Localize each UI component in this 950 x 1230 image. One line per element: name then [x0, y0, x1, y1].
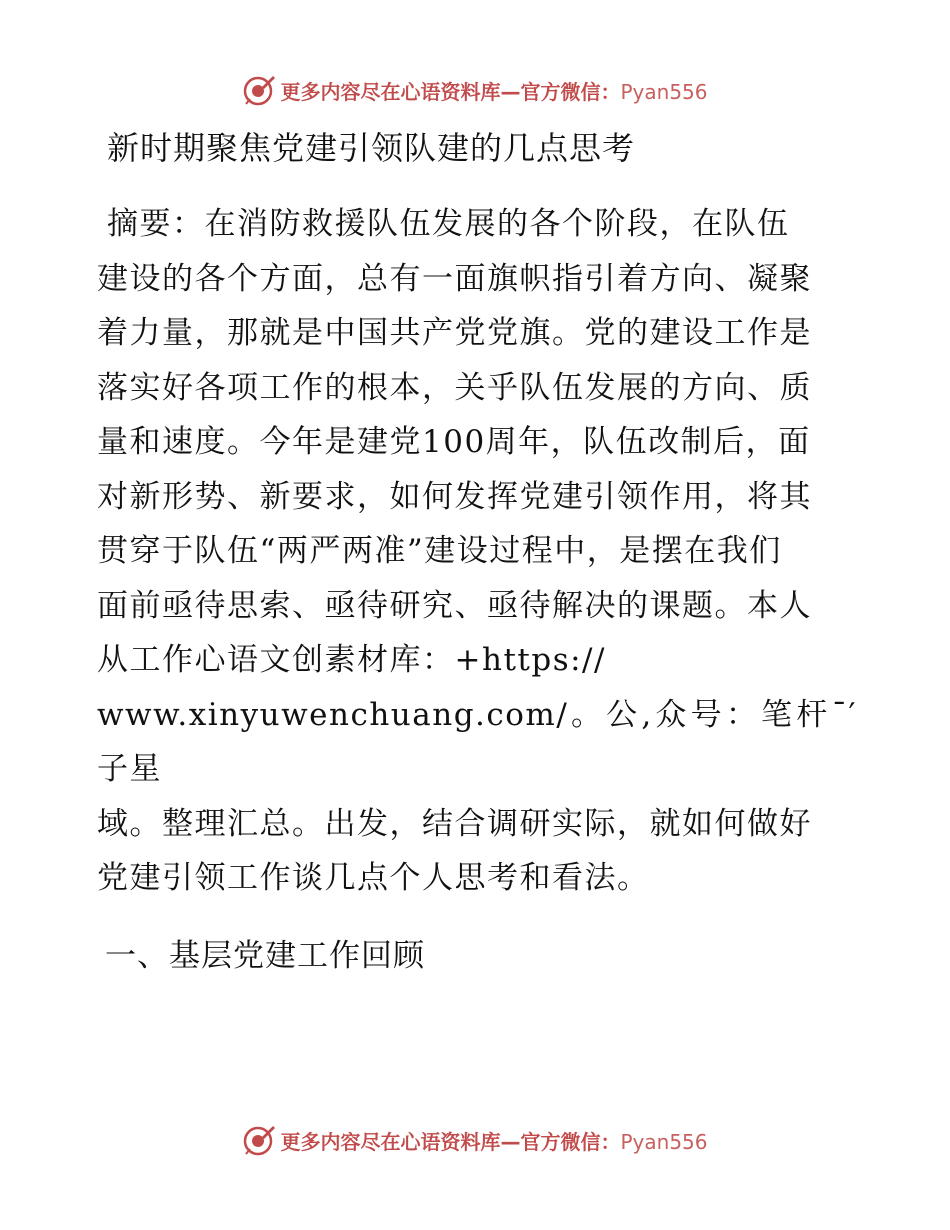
- abstract-line: 建设的各个方面，总有一面旗帜指引着方向、凝聚: [97, 260, 812, 297]
- abstract-line: 落实好各项工作的根本，关乎队伍发展的方向、质: [97, 369, 812, 406]
- quill-seal-icon: [242, 1123, 276, 1157]
- abstract-line: 对新形势、新要求，如何发挥党建引领作用，将其: [97, 478, 812, 515]
- section-heading: 一、基层党建工作回顾: [105, 937, 425, 974]
- abstract-line: 面前亟待思索、亟待研究、亟待解决的课题。本人: [97, 587, 812, 624]
- abstract-line: 贯穿于队伍“两严两准”建设过程中，是摆在我们: [97, 533, 782, 569]
- banner-brand: 更多内容尽在心语资料库—官方微信：: [280, 79, 621, 104]
- abstract-line: 量和速度。今年是建党100周年，队伍改制后，面: [97, 424, 811, 460]
- abstract-line: 着力量，那就是中国共产党党旗。党的建设工作是: [97, 315, 812, 351]
- document-title: 新时期聚焦党建引领队建的几点思考: [107, 129, 636, 167]
- abstract-line: 从工作心语文创素材库：+https://: [97, 642, 606, 678]
- abstract-paragraph: [97, 197, 857, 906]
- abstract-line: 摘要：在消防救援队伍发展的各个阶段，在队伍: [107, 206, 790, 242]
- banner-brand: 更多内容尽在心语资料库—官方微信：: [280, 1129, 621, 1154]
- abstract-line: 党建引领工作谈几点个人思考和看法。: [97, 860, 650, 896]
- banner-text: [280, 76, 707, 105]
- quill-seal-icon: [242, 73, 276, 107]
- header-banner: [0, 70, 950, 110]
- banner-handle: Pyan556: [620, 1129, 708, 1154]
- abstract-line: 域。整理汇总。出发，结合调研实际，就如何做好: [97, 805, 812, 842]
- abstract-line: www.xinyuwenchuang.com/。公,众号：笔杆¯′子星: [97, 696, 857, 787]
- banner-text: [280, 1126, 707, 1155]
- document-body: [97, 120, 857, 1009]
- footer-banner: [0, 1120, 950, 1160]
- banner-handle: Pyan556: [620, 79, 708, 104]
